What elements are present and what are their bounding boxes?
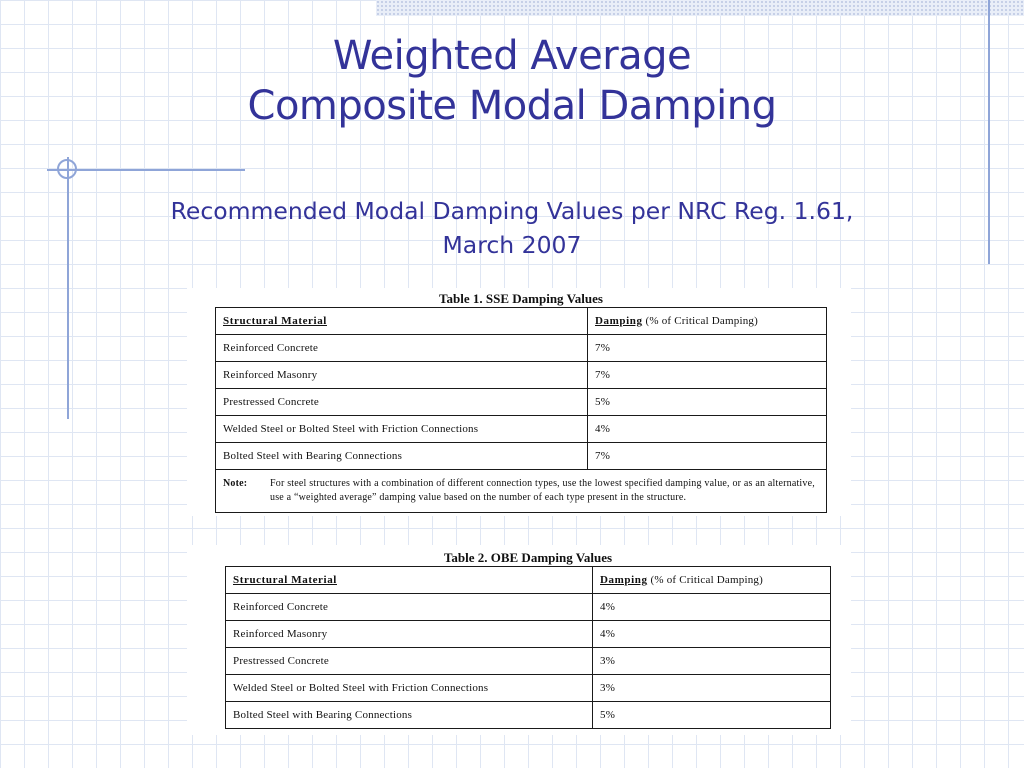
damping-cell: 3% xyxy=(593,648,831,675)
damping-cell: 7% xyxy=(588,335,827,362)
material-cell: Welded Steel or Bolted Steel with Friction Connections xyxy=(216,416,588,443)
title-line-2: Composite Modal Damping xyxy=(247,83,777,129)
title-line-1: Weighted Average xyxy=(332,33,692,79)
obe-table-image xyxy=(187,545,851,735)
sse-table-image xyxy=(187,288,851,516)
slide-title xyxy=(0,31,1024,131)
material-cell: Welded Steel or Bolted Steel with Friction Connections xyxy=(226,675,593,702)
header-damping xyxy=(593,567,831,594)
decorative-top-band xyxy=(376,0,1024,16)
table-note-row xyxy=(216,470,827,513)
material-cell: Reinforced Concrete xyxy=(226,594,593,621)
table-row xyxy=(216,443,827,470)
obe-damping-table xyxy=(225,566,831,729)
header-damping-rest: (% of Critical Damping) xyxy=(647,574,763,586)
header-damping xyxy=(588,308,827,335)
slide-subtitle xyxy=(120,194,904,262)
table-row xyxy=(226,594,831,621)
material-cell: Reinforced Masonry xyxy=(216,362,588,389)
header-damping-bold: Damping xyxy=(595,315,643,327)
table-note xyxy=(216,470,827,513)
table-row xyxy=(226,621,831,648)
material-cell: Reinforced Masonry xyxy=(226,621,593,648)
table-row xyxy=(226,702,831,729)
material-cell: Bolted Steel with Bearing Connections xyxy=(216,443,588,470)
header-structural-material: Structural Material xyxy=(216,308,588,335)
note-text: For steel structures with a combination of different connection types, use the lowest specified damping value, or as an alternative, use a “weighted average” damping value based on the number of each type present in the structure. xyxy=(270,478,815,503)
damping-cell: 3% xyxy=(593,675,831,702)
table-row xyxy=(216,416,827,443)
table-header-row xyxy=(226,567,831,594)
table-row xyxy=(216,362,827,389)
subtitle-line-2: March 2007 xyxy=(442,231,582,259)
material-cell: Prestressed Concrete xyxy=(216,389,588,416)
subtitle-line-1: Recommended Modal Damping Values per NRC Reg. 1.61, xyxy=(170,197,854,225)
material-cell: Prestressed Concrete xyxy=(226,648,593,675)
table-row xyxy=(226,675,831,702)
table-row xyxy=(216,335,827,362)
damping-cell: 4% xyxy=(593,621,831,648)
obe-table-caption: Table 2. OBE Damping Values xyxy=(443,550,613,565)
table-row xyxy=(226,648,831,675)
table-header-row xyxy=(216,308,827,335)
header-damping-rest: (% of Critical Damping) xyxy=(642,315,758,327)
decorative-rule-vertical xyxy=(67,157,69,419)
damping-cell: 4% xyxy=(588,416,827,443)
material-cell: Reinforced Concrete xyxy=(216,335,588,362)
header-damping-bold: Damping xyxy=(600,574,648,586)
table-row xyxy=(216,389,827,416)
damping-cell: 7% xyxy=(588,443,827,470)
damping-cell: 7% xyxy=(588,362,827,389)
header-structural-material: Structural Material xyxy=(226,567,593,594)
decorative-ring xyxy=(57,159,77,179)
material-cell: Bolted Steel with Bearing Connections xyxy=(226,702,593,729)
damping-cell: 5% xyxy=(588,389,827,416)
sse-table-caption: Table 1. SSE Damping Values xyxy=(439,291,603,306)
sse-damping-table xyxy=(215,307,827,513)
damping-cell: 4% xyxy=(593,594,831,621)
note-label: Note: xyxy=(223,478,248,489)
damping-cell: 5% xyxy=(593,702,831,729)
